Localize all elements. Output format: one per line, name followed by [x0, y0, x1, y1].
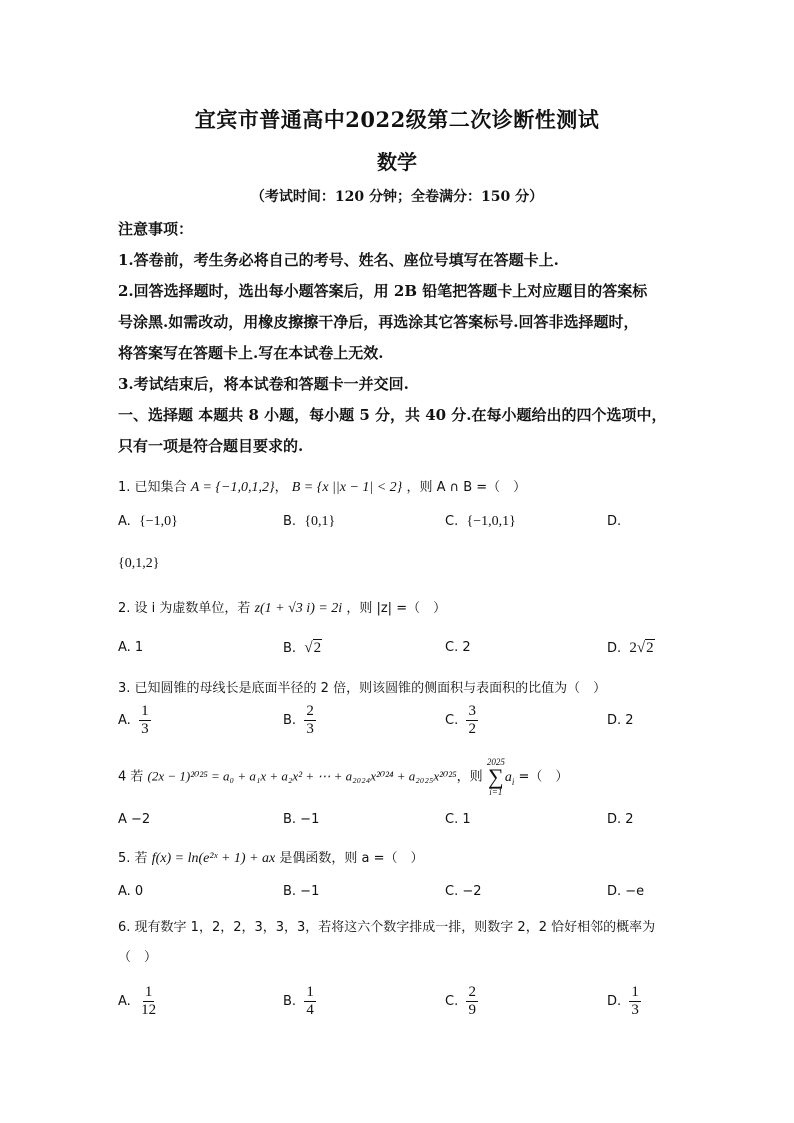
question-6-line1: 6. 现有数字 1，2，2，3，3，3，若将这六个数字排成一排，则数字 2，2 恰好相邻的概率为 — [118, 920, 656, 935]
q2-option-c: C. 2 — [445, 640, 471, 655]
exam-title: 宜宾市普通高中2022级第二次诊断性测试 — [194, 107, 600, 132]
q6-option-a: A. $\frac{1}{12}$ — [118, 984, 157, 1018]
question-2 — [118, 597, 446, 617]
sum-symbol: 2025 ∑ i=1 — [486, 757, 505, 797]
q6-option-c: C. $\frac{2}{9}$ — [445, 984, 476, 1018]
subject-title: 数学 — [377, 150, 417, 174]
q2-option-d: D. 2√2 — [607, 640, 654, 656]
q5-option-b: B. −1 — [283, 884, 320, 899]
question-5 — [118, 847, 424, 867]
q4-option-c: C. 1 — [445, 812, 471, 827]
q4-expr: (2x − 1)²⁰²⁵ = a₀ + a₁x + a₂x² + ⋯ + a₂₀₂₄x²⁰²⁴ + a₂₀₂₅x²⁰²⁵ — [147, 768, 457, 784]
q6-option-b: B. $\frac{1}{4}$ — [283, 984, 314, 1018]
notes-heading: 注意事项： — [118, 220, 194, 238]
q5-option-c: C. −2 — [445, 884, 482, 899]
q6-option-d: D. $\frac{1}{3}$ — [607, 984, 639, 1018]
note-item-2-line1: 2.回答选择题时，选出每小题答案后，用 2B 铅笔把答题卡上对应题目的答案标 — [118, 282, 648, 300]
q1-set-b: B = {x ||x − 1| < 2} — [291, 480, 403, 495]
q4-prefix: 4 若 — [118, 769, 144, 785]
q1-option-d-value: {0,1,2} — [118, 556, 160, 571]
q3-option-c: C. $\frac{3}{2}$ — [445, 703, 476, 737]
q2-suffix: ，则 |z| =（ ） — [346, 601, 447, 616]
question-4: 4 若 (2x − 1)²⁰²⁵ = a₀ + a₁x + a₂x² + ⋯ + a₂₀₂₄x²⁰²⁴ + a₂₀₂₅x²⁰²⁵，则 2025 ∑ i=1 $a_i$ =（ ） — [118, 757, 569, 797]
q5-option-d: D. −e — [607, 884, 645, 899]
note-item-2-line2: 号涂黑.如需改动，用橡皮擦擦干净后，再选涂其它答案标号.回答非选择题时， — [118, 313, 639, 331]
q4-option-a: A −2 — [118, 812, 151, 827]
q1-option-d-label: D. — [607, 514, 622, 529]
q5-prefix: 5. 若 — [118, 851, 148, 866]
note-item-3: 3.考试结束后，将本试卷和答题卡一并交回. — [118, 375, 409, 393]
q4-option-d: D. 2 — [607, 812, 634, 827]
question-3: 3. 已知圆锥的母线长是底面半径的 2 倍，则该圆锥的侧面积与表面积的比值为（ ） — [118, 681, 607, 696]
exam-meta: （考试时间：120 分钟；全卷满分：150 分） — [250, 189, 544, 205]
question-1: 1. 已知集合 A = {−1,0,1,2}， B = {x ||x − 1| < 2} ，则 A ∩ B =（ ） — [118, 480, 527, 495]
section1-line2: 只有一项是符合题目要求的. — [118, 437, 304, 455]
section1-line1: 一、选择题 本题共 8 小题，每小题 5 分，共 40 分.在每小题给出的四个选项中， — [118, 406, 667, 424]
q1-suffix: ，则 A ∩ B =（ ） — [406, 480, 527, 495]
q4-option-b: B. −1 — [283, 812, 320, 827]
q2-prefix: 2. 设 i 为虚数单位，若 — [118, 601, 251, 616]
q2-option-a: A. 1 — [118, 640, 144, 655]
q2-option-b: B. √2 — [283, 640, 322, 656]
question-6-line2: （ ） — [118, 950, 158, 965]
q5-suffix: 是偶函数，则 a =（ ） — [279, 851, 424, 866]
q5-expr: f(x) = ln(e²ˣ + 1) + ax — [151, 851, 276, 866]
q1-option-a: A. {−1,0} — [118, 514, 178, 529]
q1-prefix: 1. 已知集合 — [118, 480, 187, 495]
q3-option-a: A. $\frac{1}{3}$ — [118, 703, 149, 737]
q5-option-a: A. 0 — [118, 884, 144, 899]
q1-set-a: A = {−1,0,1,2} — [190, 480, 275, 495]
note-item-2-line3: 将答案写在答题卡上.写在本试卷上无效. — [118, 344, 384, 362]
q3-option-d: D. 2 — [607, 713, 634, 728]
note-item-1: 1.答卷前，考生务必将自己的考号、姓名、座位号填写在答题卡上. — [118, 251, 559, 269]
q3-option-b: B. $\frac{2}{3}$ — [283, 703, 314, 737]
q1-option-c: C. {−1,0,1} — [445, 514, 516, 529]
q2-expr: z(1 + √3 i) = 2i — [254, 601, 343, 616]
q1-option-b: B. {0,1} — [283, 514, 336, 529]
